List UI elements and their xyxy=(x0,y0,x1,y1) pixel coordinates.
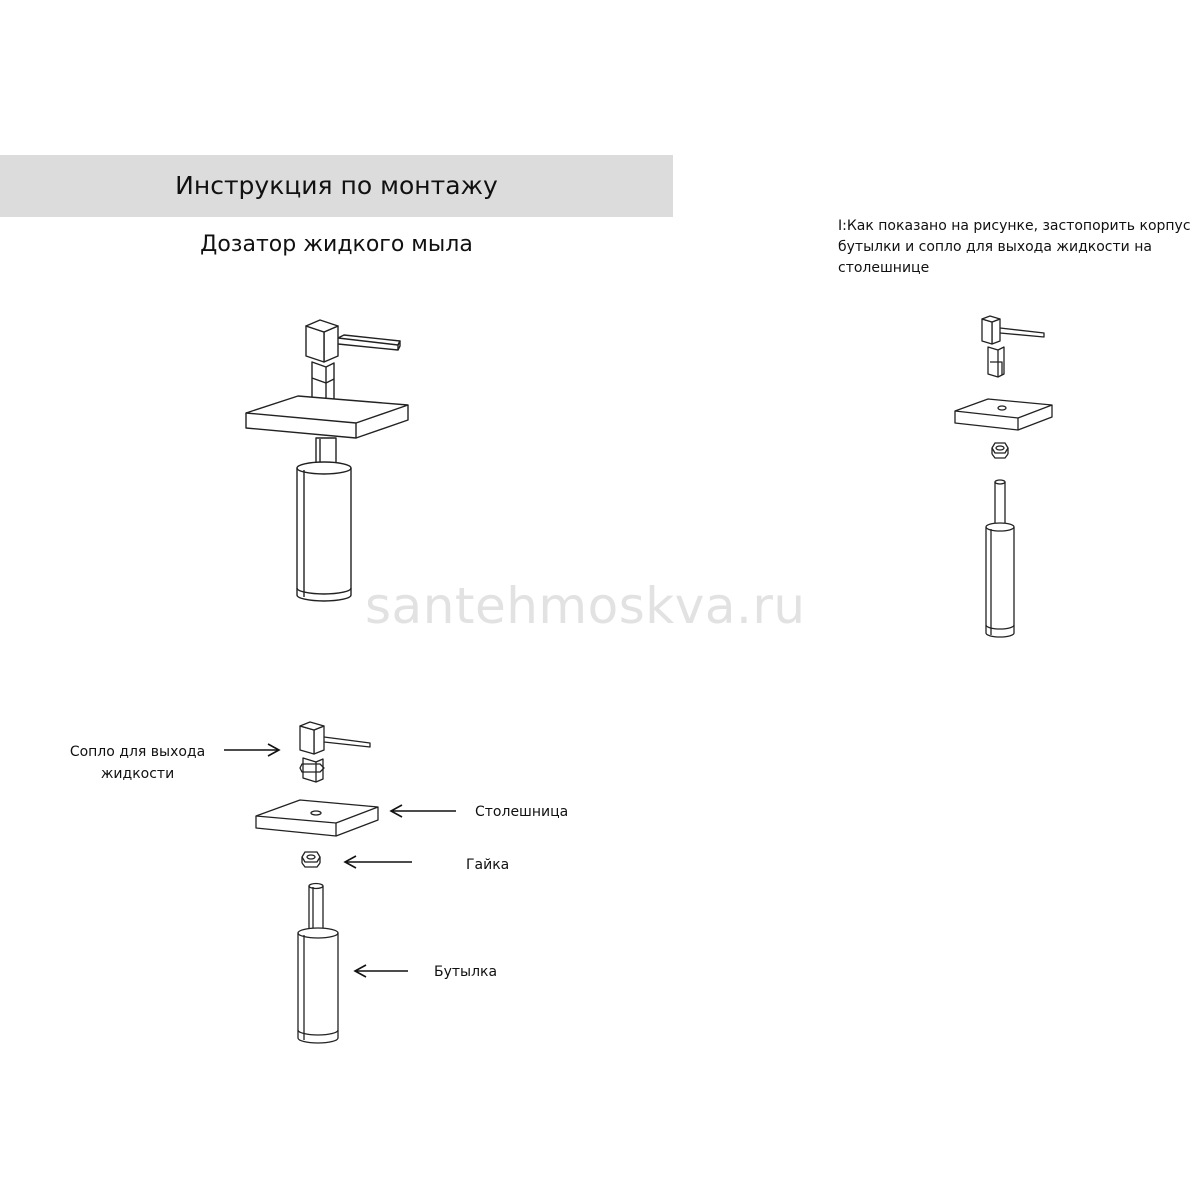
label-countertop: Столешница xyxy=(475,804,569,820)
arrow-to-bottle-icon xyxy=(352,962,410,980)
soap-dispenser-exploded-icon xyxy=(950,315,1060,640)
soap-dispenser-assembled-icon xyxy=(240,310,415,605)
label-nut: Гайка xyxy=(466,857,510,873)
step-1-instruction: I:Как показано на рисунке, застопорить корпус бутылки и сопло для выхода жидкости на столешнице xyxy=(838,218,1191,276)
page-title: Инструкция по монтажу xyxy=(175,171,498,200)
arrow-to-nozzle-icon xyxy=(222,741,282,759)
arrow-to-nut-icon xyxy=(342,853,414,871)
product-subtitle: Дозатор жидкого мыла xyxy=(200,232,473,257)
label-bottle: Бутылка xyxy=(434,964,498,980)
soap-dispenser-labelled-icon xyxy=(250,720,390,1048)
label-nozzle: Сопло для выхода жидкости xyxy=(69,744,206,782)
watermark: santehmoskva.ru xyxy=(365,577,806,635)
arrow-to-countertop-icon xyxy=(388,802,458,820)
